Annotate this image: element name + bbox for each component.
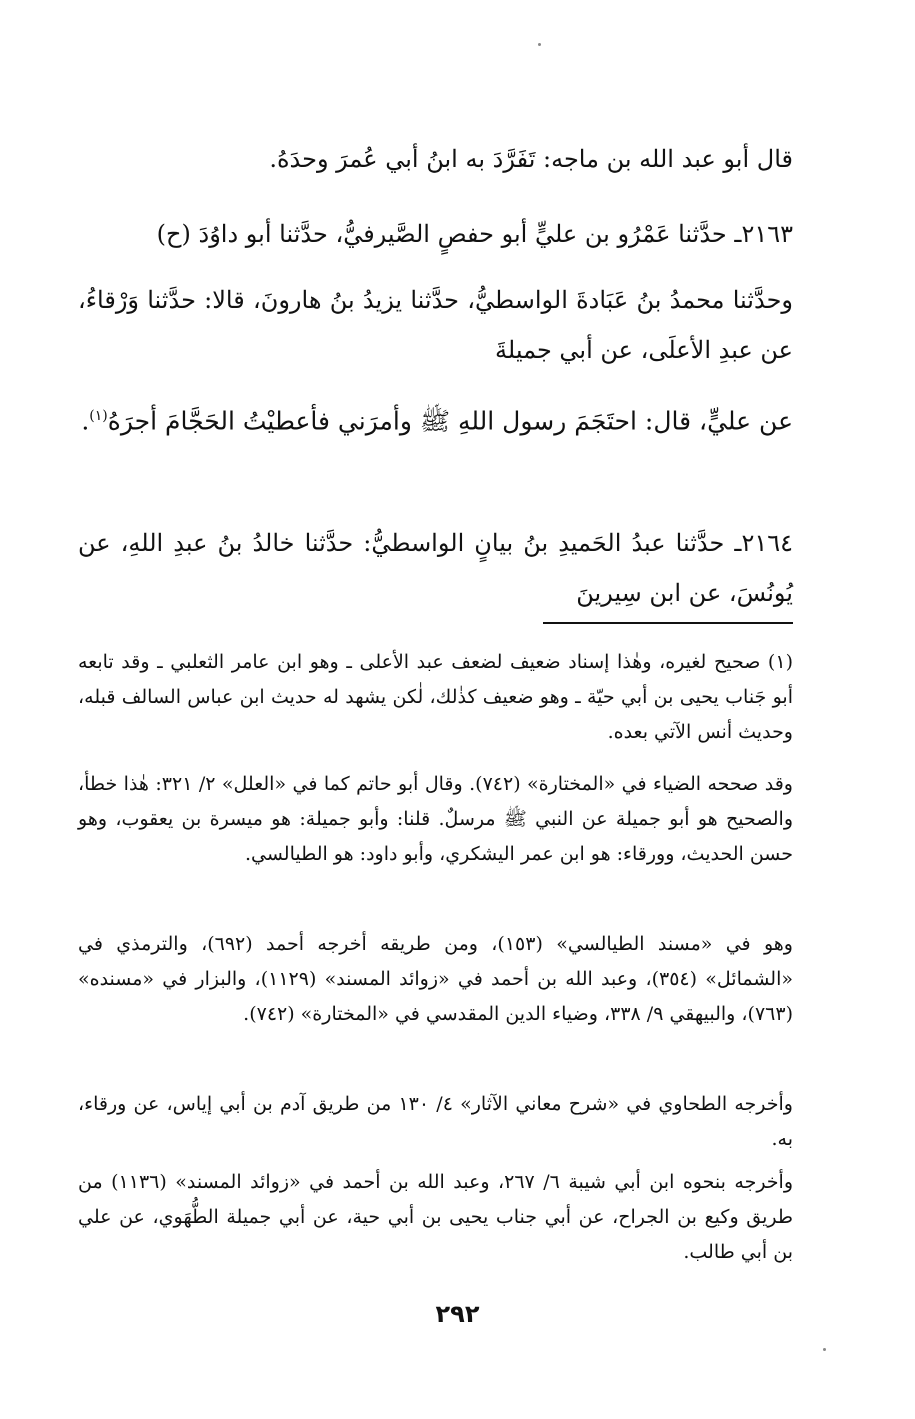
hadith-2163-header: ٢١٦٣ـ حدَّثنا عَمْرُو بن عليٍّ أبو حفصٍ الصَّيرفيُّ، حدَّثنا أبو داوُدَ (ح) — [156, 220, 793, 248]
footnote-1-para-4: وأخرجه الطحاوي في «شرح معاني الآثار» ٤/ ١٣٠ من طريق آدم بن أبي إياس، عن ورقاء، به. — [78, 1093, 793, 1150]
scan-speck — [823, 1348, 826, 1351]
footnote-separator — [543, 622, 793, 624]
scan-speck — [538, 43, 541, 46]
hadith-2163-matn — [78, 390, 793, 447]
footnote-ref-1[interactable]: (١) — [89, 408, 108, 424]
footnote-1-para-5: وأخرجه بنحوه ابن أبي شيبة ٦/ ٢٦٧، وعبد الله بن أحمد في «زوائد المسند» (١١٣٦) من طريق وكيع بن الجراح، عن أبي جناب يحيى بن أبي حية، عن أبي جميلة الطُّهَوي، عن علي بن أبي طالب. — [78, 1171, 794, 1263]
hadith-2163-chain: وحدَّثنا محمدُ بنُ عَبَادةَ الواسطيُّ، حدَّثنا يزيدُ بنُ هارونَ، قالا: حدَّثنا وَرْقاءُ، عن عبدِ الأعلَى، عن أبي جميلةَ — [78, 286, 793, 364]
hadith-2164-text: ٢١٦٤ـ حدَّثنا عبدُ الحَميدِ بنُ بيانٍ الواسطيُّ: حدَّثنا خالدُ بنُ عبدِ اللهِ، عن يُونُسَ، عن ابن سِيرينَ — [78, 529, 793, 607]
main-text-line: قال أبو عبد الله بن ماجه: تَفَرَّدَ به ابنُ أبي عُمرَ وحدَهُ. — [269, 145, 793, 173]
document-page — [78, 0, 793, 1419]
footnote-1-para-2: وقد صححه الضياء في «المختارة» (٧٤٢). وقال أبو حاتم كما في «العلل» ٢/ ٣٢١: هٰذا خطأ، والصحيح هو أبو جميلة عن النبي ﷺ مرسلٌ. قلنا: وأبو جميلة: هو ميسرة بن يعقوب، وهو حسن الحديث، وورقاء: هو ابن عمر اليشكري، وأبو داود: هو الطيالسي. — [78, 773, 793, 865]
hadith-2163-matn-end: . — [81, 406, 90, 436]
footnote-1: (١) صحيح لغيره، وهٰذا إسناد ضعيف لضعف عبد الأعلى ـ وهو ابن عامر الثعلبي ـ وقد تابعه أبو جَناب يحيى بن أبي حيّة ـ وهو ضعيف كذٰلك، لٰكن يشهد له حديث ابن عباس السالف قبله، وحديث أنس الآتي بعده. — [78, 651, 793, 743]
hadith-2163-matn-text: عن عليٍّ، قال: احتَجَمَ رسول اللهِ ﷺ وأمرَني فأعطيْتُ الحَجَّامَ أجرَهُ — [107, 406, 793, 436]
page-number: ٢٩٢ — [435, 1300, 480, 1328]
footnote-1-para-3: وهو في «مسند الطيالسي» (١٥٣)، ومن طريقه أخرجه أحمد (٦٩٢)، والترمذي في «الشمائل» (٣٥٤)، وعبد الله بن أحمد في «زوائد المسند» (١١٢٩)، والبزار في «مسنده» (٧٦٣)، والبيهقي ٩/ ٣٣٨، وضياء الدين المقدسي في «المختارة» (٧٤٢). — [78, 933, 793, 1025]
